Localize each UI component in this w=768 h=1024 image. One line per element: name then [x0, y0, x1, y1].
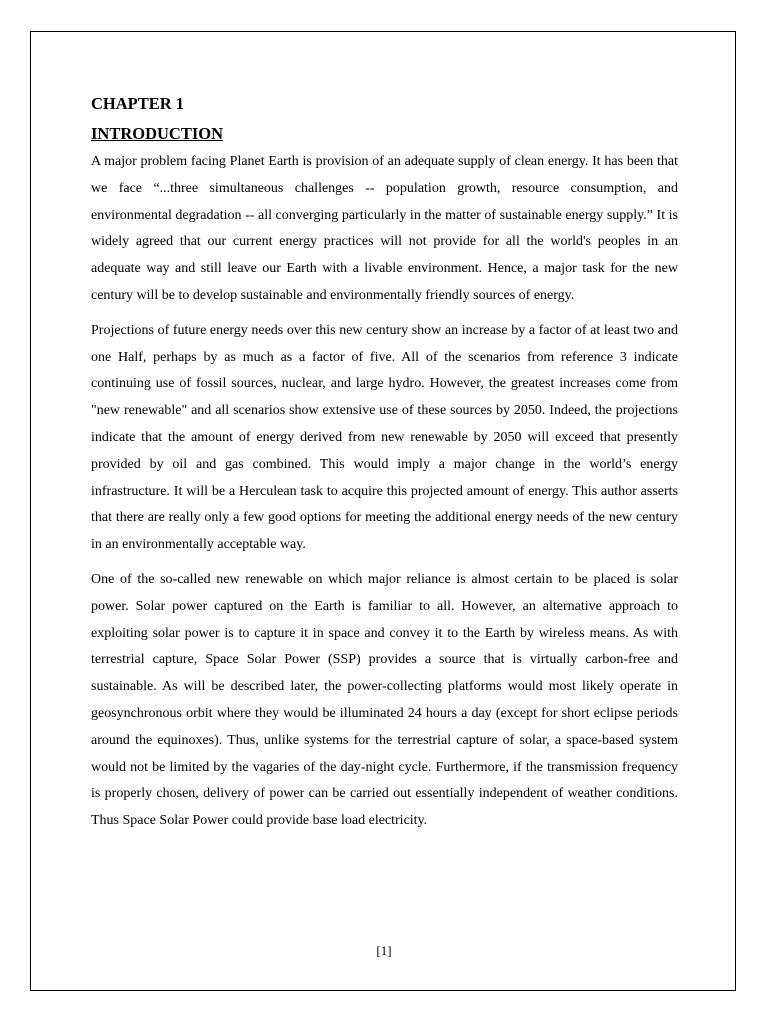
paragraph: Projections of future energy needs over this new century show an increase by a factor of at least two and one Half, perhaps by as much as a factor of five. All of the scenarios from reference 3 indicate continuing use of fossil sources, nuclear, and large hydro. However, the greatest increases come from "new renewable" and all scenarios show extensive use of these sources by 2050. Indeed, the projections indicate that the amount of energy derived from new renewable by 2050 will exceed that presently provided by oil and gas combined. This would imply a major change in the world’s energy infrastructure. It will be a Herculean task to acquire this projected amount of energy. This author asserts that there are really only a few good options for meeting the additional energy needs of the new century in an environmentally acceptable way. — [91, 322, 678, 553]
document-body — [91, 92, 678, 843]
page-number: [1] — [376, 943, 392, 958]
chapter-label: CHAPTER 1 — [91, 94, 185, 113]
paragraph: A major problem facing Planet Earth is provision of an adequate supply of clean energy. It has been that we face “...three simultaneous challenges -- population growth, resource consumption, and environmental degradation -- all converging particularly in the matter of sustainable energy supply.” It is widely agreed that our current energy practices will not provide for all the world's peoples in an adequate way and still leave our Earth with a livable environment. Hence, a major task for the new century will be to develop sustainable and environmentally friendly sources of energy. — [91, 154, 678, 303]
paragraph: One of the so-called new renewable on which major reliance is almost certain to be placed is solar power. Solar power captured on the Earth is familiar to all. However, an alternative approach to exploiting solar power is to capture it in space and convey it to the Earth by wireless means. As with terrestrial capture, Space Solar Power (SSP) provides a source that is virtually carbon-free and sustainable. As will be described later, the power-collecting platforms would most likely operate in geosynchronous orbit where they would be illuminated 24 hours a day (except for short eclipse periods around the equinoxes). Thus, unlike systems for the terrestrial capture of solar, a space-based system would not be limited by the vagaries of the day-night cycle. Furthermore, if the transmission frequency is properly chosen, delivery of power can be carried out essentially independent of weather conditions. Thus Space Solar Power could provide base load electricity. — [91, 571, 678, 829]
chapter-title: INTRODUCTION — [91, 124, 224, 143]
